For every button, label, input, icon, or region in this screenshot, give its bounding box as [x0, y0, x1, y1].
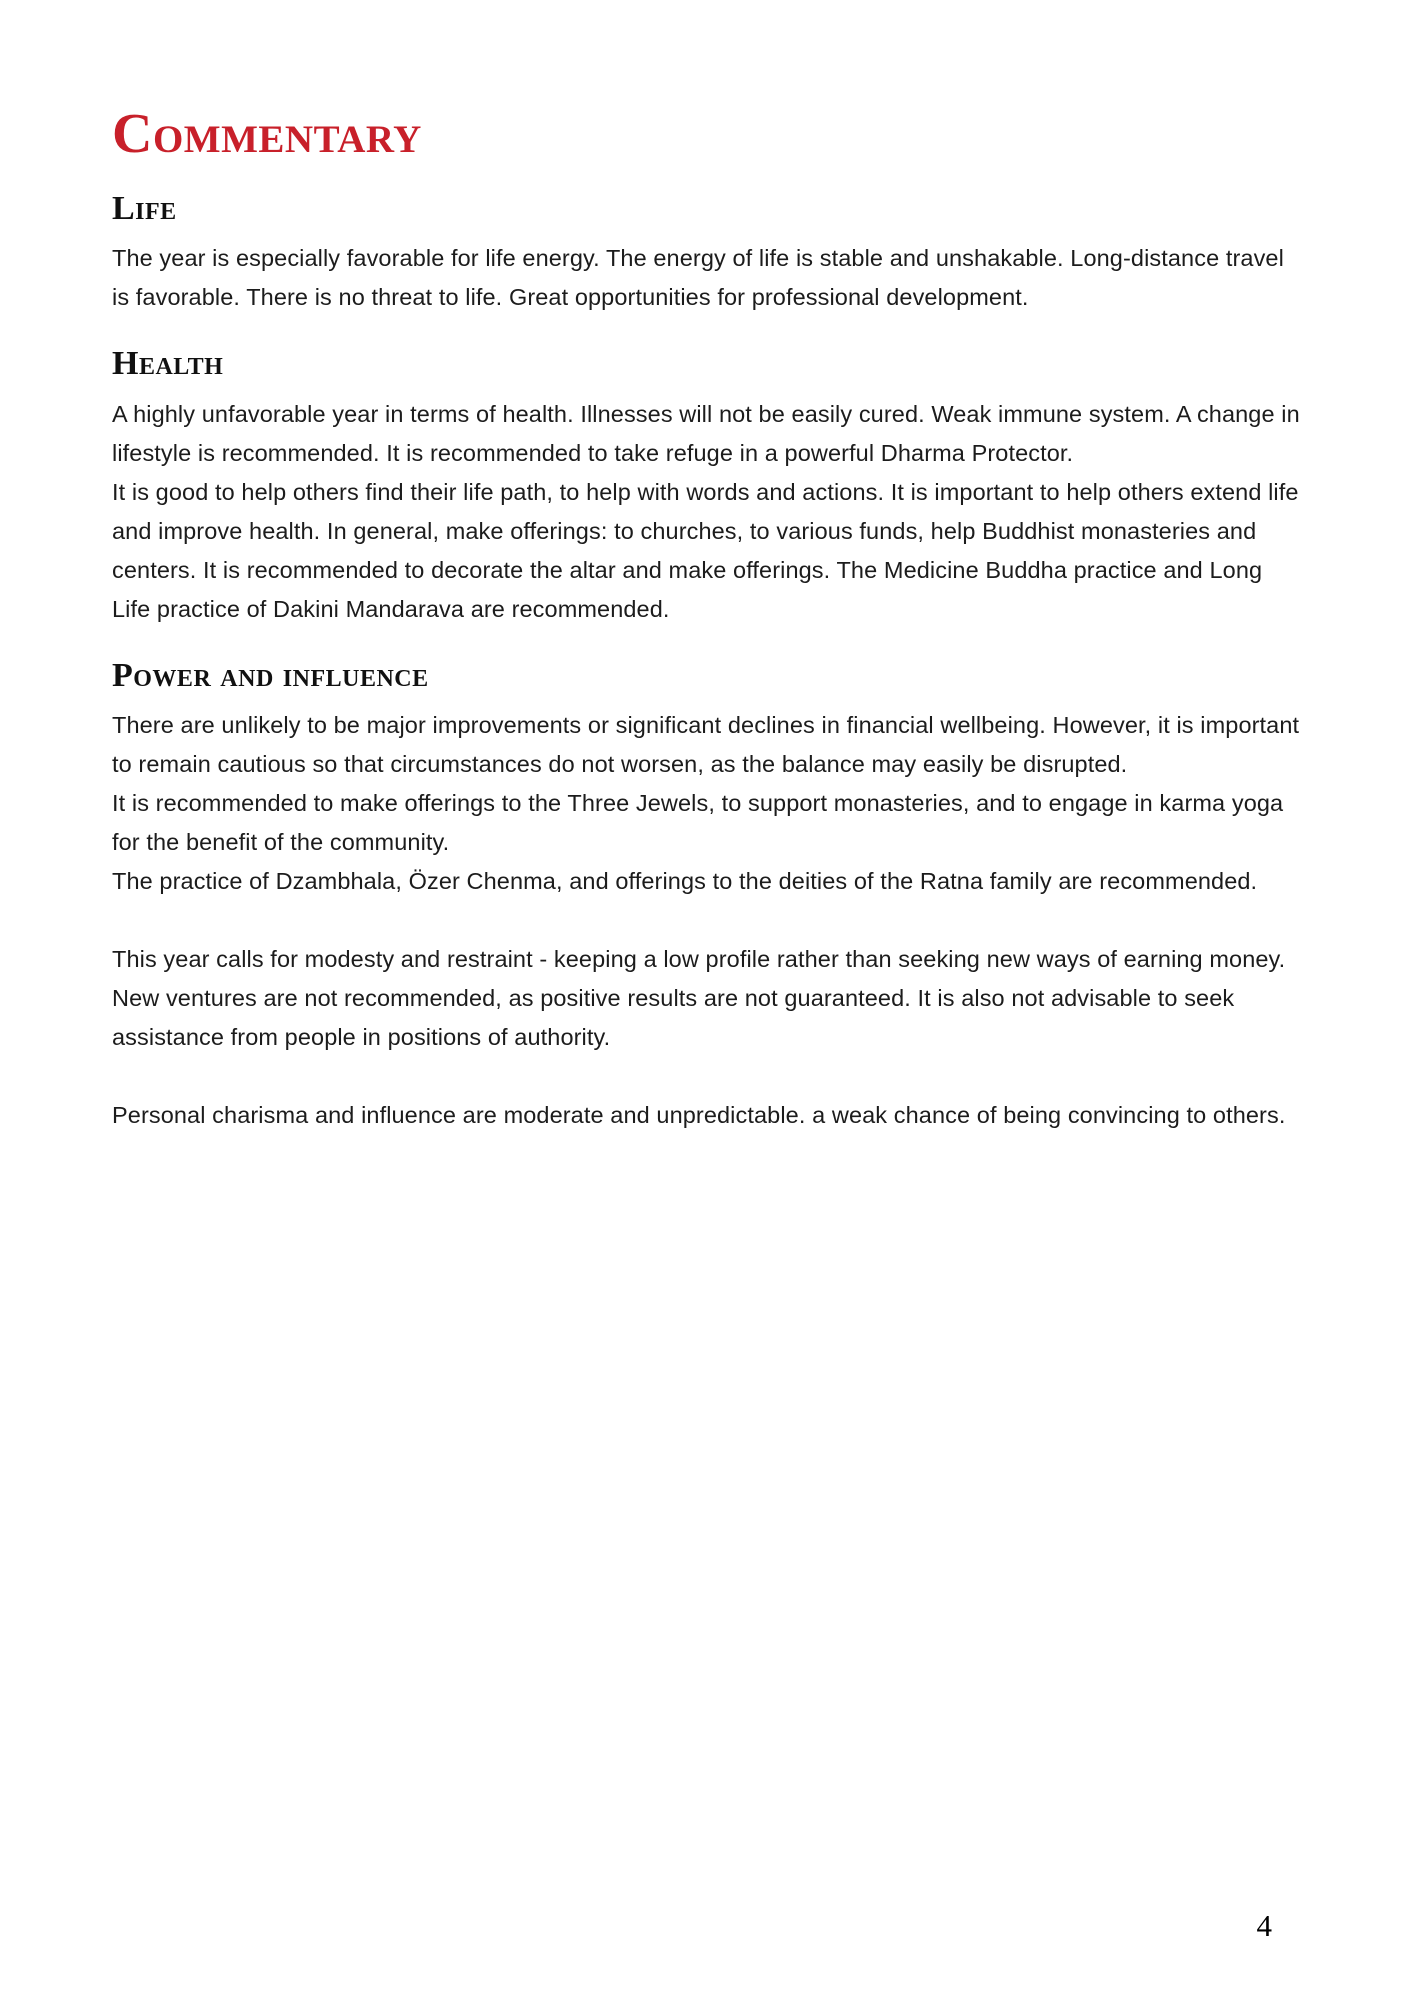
paragraph: This year calls for modesty and restraint - keeping a low profile rather than seeking new ways of earning money. New ventures are not recommended, as positive results are not guaranteed. It is also not advisable to seek assistance from people in positions of authority. — [112, 946, 1286, 1051]
section-health — [112, 345, 1300, 628]
paragraph: Personal charisma and influence are moderate and unpredictable. a weak chance of being convincing to others. — [112, 1102, 1286, 1129]
page-title: Commentary — [112, 103, 422, 165]
page-number: 4 — [1256, 1908, 1272, 1943]
section-heading-power-and-influence: Power and influence — [112, 656, 429, 694]
paragraph: The practice of Dzambhala, Özer Chenma, and offerings to the deities of the Ratna family are recommended. — [112, 868, 1258, 895]
section-heading-health: Health — [112, 345, 224, 383]
paragraph: It is good to help others find their life path, to help with words and actions. It is important to help others extend life and improve health. In general, make offerings: to churches, to various funds, help Buddhist monasteries and centers. It is recommended to decorate the altar and make offerings. The Medicine Buddha practice and Long Life practice of Dakini Mandarava are recommended. — [112, 478, 1299, 622]
paragraph: There are unlikely to be major improvements or significant declines in financial wellbeing. However, it is important to remain cautious so that circumstances do not worsen, as the balance may easily be disrupted. — [112, 712, 1300, 778]
section-power-and-influence — [112, 657, 1300, 1135]
paragraph: It is recommended to make offerings to the Three Jewels, to support monasteries, and to engage in karma yoga for the benefit of the community. — [112, 790, 1284, 856]
paragraph: The year is especially favorable for life energy. The energy of life is stable and unshakable. Long-distance travel is favorable. There is no threat to life. Great opportunities for professional development. — [112, 245, 1284, 311]
paragraph: A highly unfavorable year in terms of health. Illnesses will not be easily cured. Weak immune system. A change in lifestyle is recommended. It is recommended to take refuge in a powerful Dharma Protector. — [112, 400, 1300, 466]
section-life — [112, 190, 1300, 317]
section-heading-life: Life — [112, 190, 177, 227]
